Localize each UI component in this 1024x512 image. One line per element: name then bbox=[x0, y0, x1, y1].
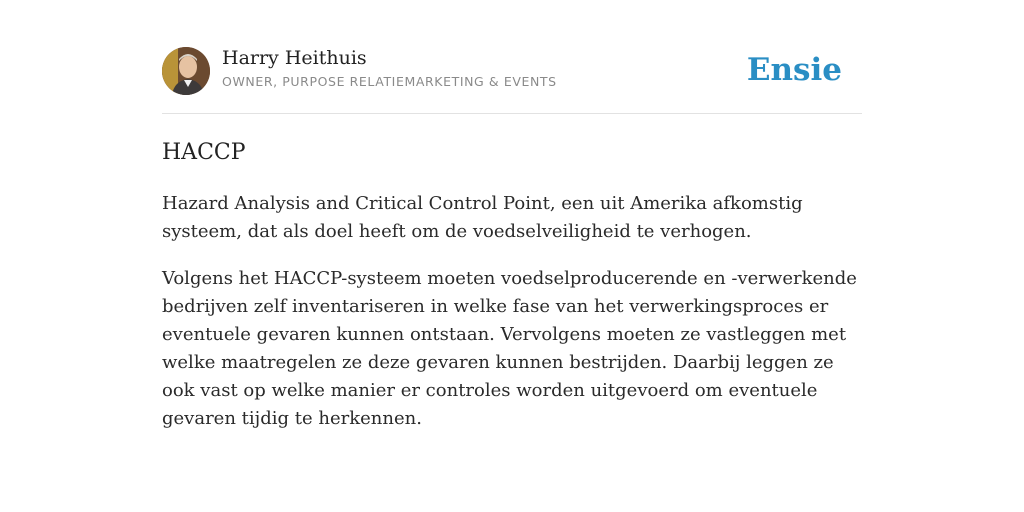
author-name[interactable]: Harry Heithuis bbox=[222, 47, 367, 69]
person-photo-icon bbox=[162, 47, 210, 95]
author-role: OWNER, PURPOSE RELATIEMARKETING & EVENTS bbox=[222, 74, 557, 89]
definition-paragraph: Volgens het HACCP-systeem moeten voedselproducerende en -verwerkende bedrijven zelf inventariseren in welke fase van het verwerkingsproces er eventuele gevaren kunnen ontstaan. Vervolgens moeten ze vastleggen met welke maatregelen ze deze gevaren kunnen bestrijden. Daarbij leggen ze ook vast op welke manier er controles worden uitgevoerd om eventuele gevaren tijdig te herkennen. bbox=[162, 268, 857, 429]
term-title: HACCP bbox=[162, 140, 246, 165]
definition-paragraph: Hazard Analysis and Critical Control Point, een uit Amerika afkomstig systeem, dat als doel heeft om de voedselveiligheid te verhogen. bbox=[162, 193, 803, 242]
definition-body bbox=[162, 190, 862, 452]
header-divider bbox=[162, 113, 862, 114]
ensie-logo[interactable]: Ensie bbox=[746, 52, 842, 88]
author-header bbox=[162, 46, 862, 96]
author-avatar[interactable] bbox=[162, 47, 210, 95]
definition-card bbox=[162, 0, 862, 512]
